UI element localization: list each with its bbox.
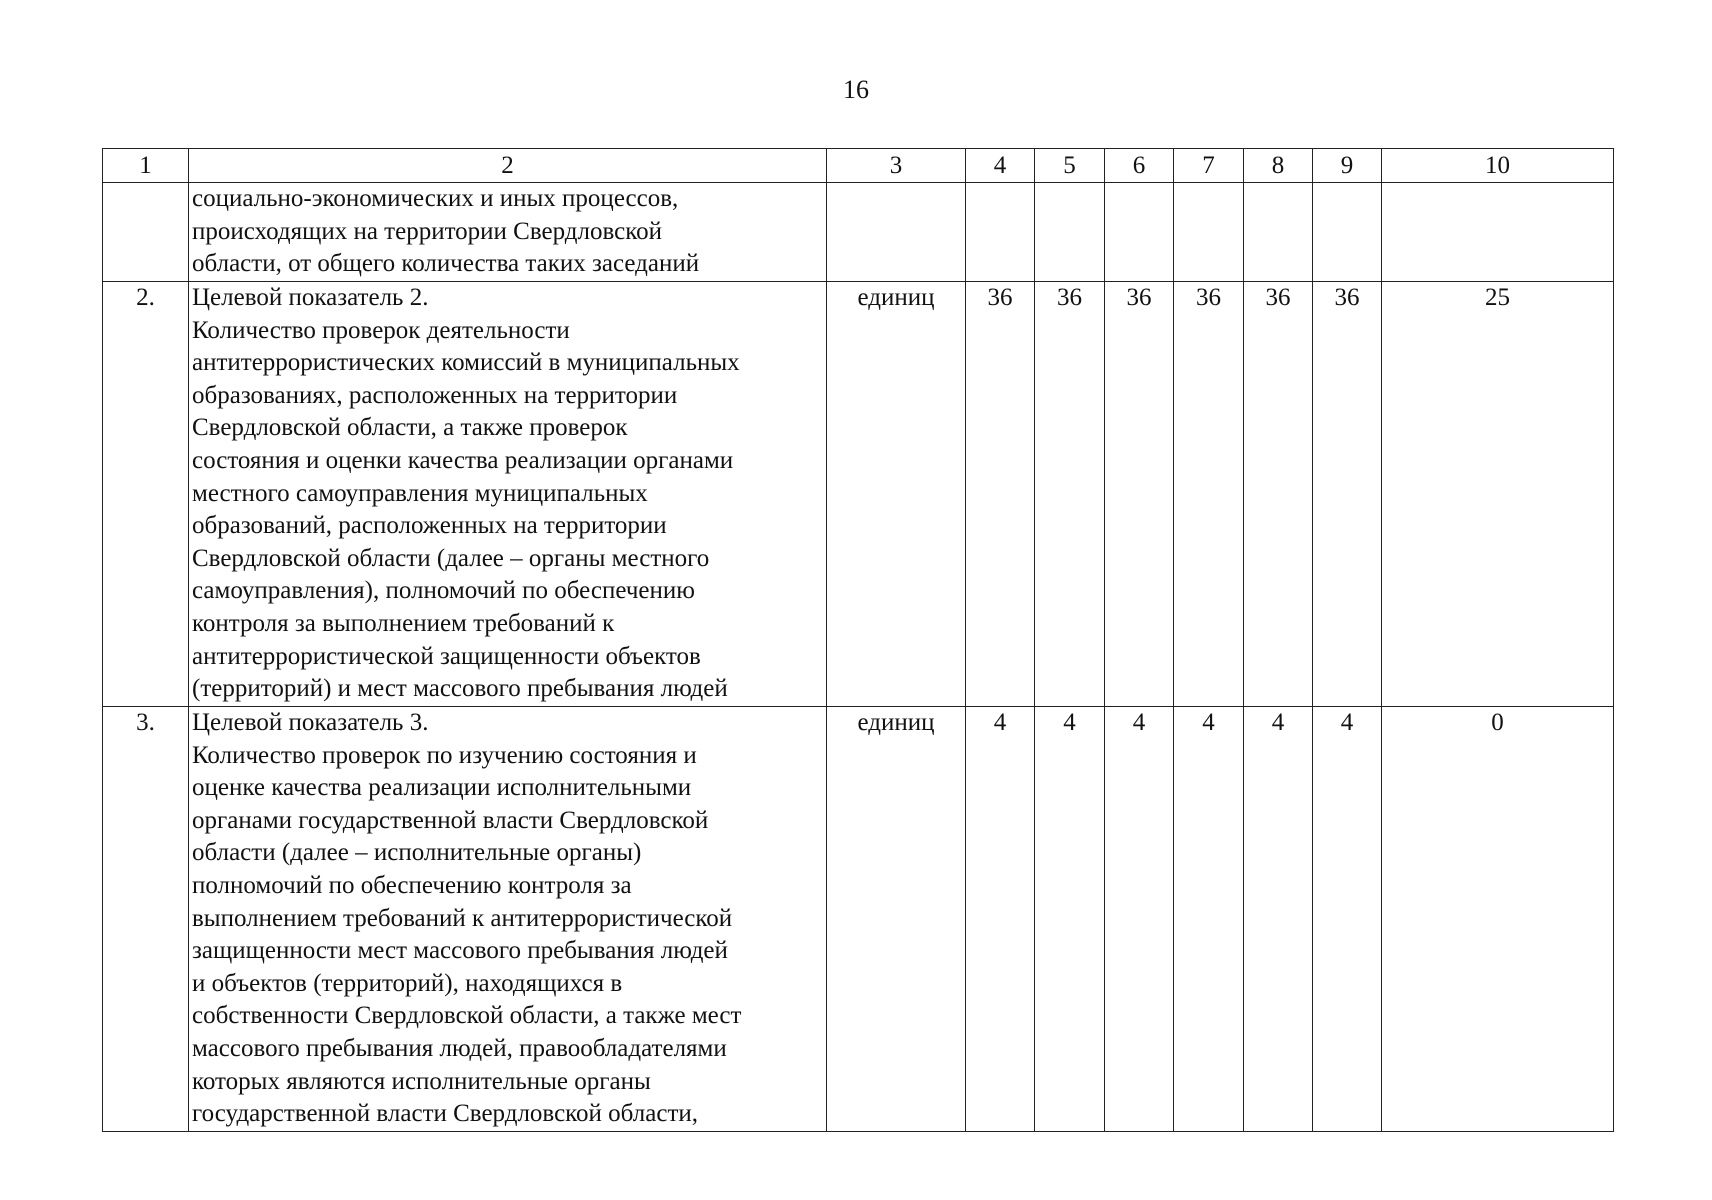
- column-header: 6: [1105, 149, 1174, 183]
- column-header: 8: [1244, 149, 1313, 183]
- value-cell: 36: [1244, 282, 1313, 707]
- value-cell: 36: [1035, 282, 1105, 707]
- indicator-description: социально-экономических и иных процессов, происходящих на территории Свердловской области, от общего количества таких заседаний: [189, 183, 827, 282]
- value-cell: [966, 183, 1035, 282]
- table-row: [103, 707, 1614, 1132]
- value-cell: 36: [966, 282, 1035, 707]
- column-header: 9: [1313, 149, 1382, 183]
- value-cell: 25: [1382, 282, 1614, 707]
- value-cell: 4: [966, 707, 1035, 1132]
- value-cell: 36: [1105, 282, 1174, 707]
- column-header: 1: [103, 149, 189, 183]
- table-row: [103, 282, 1614, 707]
- value-cell: [1382, 183, 1614, 282]
- unit-cell: единиц: [827, 707, 966, 1132]
- column-header: 2: [189, 149, 827, 183]
- row-number: 2.: [103, 282, 189, 707]
- column-header: 5: [1035, 149, 1105, 183]
- unit-cell: единиц: [827, 282, 966, 707]
- value-cell: [1244, 183, 1313, 282]
- column-header: 3: [827, 149, 966, 183]
- column-header: 10: [1382, 149, 1614, 183]
- row-number: 3.: [103, 707, 189, 1132]
- value-cell: 4: [1035, 707, 1105, 1132]
- column-number-row: [103, 149, 1614, 183]
- value-cell: 36: [1313, 282, 1382, 707]
- row-number: [103, 183, 189, 282]
- value-cell: [1174, 183, 1244, 282]
- value-cell: [1105, 183, 1174, 282]
- page-number: 16: [843, 75, 869, 104]
- indicator-description: Целевой показатель 3. Количество проверок по изучению состояния и оценке качества реализации исполнительными органами государственной власти Свердловской области (далее – исполнительные органы) полномочий по обеспечению контроля за выполнением требований к антитеррористической защищенности мест массового пребывания людей и объектов (территорий), находящихся в собственности Свердловской области, а также мест массового пребывания людей, правообладателями которых являются исполнительные органы государственной власти Свердловской области,: [189, 707, 827, 1132]
- column-header: 7: [1174, 149, 1244, 183]
- value-cell: [1313, 183, 1382, 282]
- value-cell: 4: [1244, 707, 1313, 1132]
- column-header: 4: [966, 149, 1035, 183]
- value-cell: 4: [1105, 707, 1174, 1132]
- value-cell: 4: [1313, 707, 1382, 1132]
- value-cell: 0: [1382, 707, 1614, 1132]
- unit-cell: [827, 183, 966, 282]
- value-cell: [1035, 183, 1105, 282]
- indicators-table: [102, 148, 1614, 1132]
- value-cell: 36: [1174, 282, 1244, 707]
- indicator-description: Целевой показатель 2. Количество проверок деятельности антитеррористических комиссий в муниципальных образованиях, расположенных на территории Свердловской области, а также проверок состояния и оценки качества реализации органами местного самоуправления муниципальных образований, расположенных на территории Свердловской области (далее – органы местного самоуправления), полномочий по обеспечению контроля за выполнением требований к антитеррористической защищенности объектов (территорий) и мест массового пребывания людей: [189, 282, 827, 707]
- table-row: [103, 183, 1614, 282]
- value-cell: 4: [1174, 707, 1244, 1132]
